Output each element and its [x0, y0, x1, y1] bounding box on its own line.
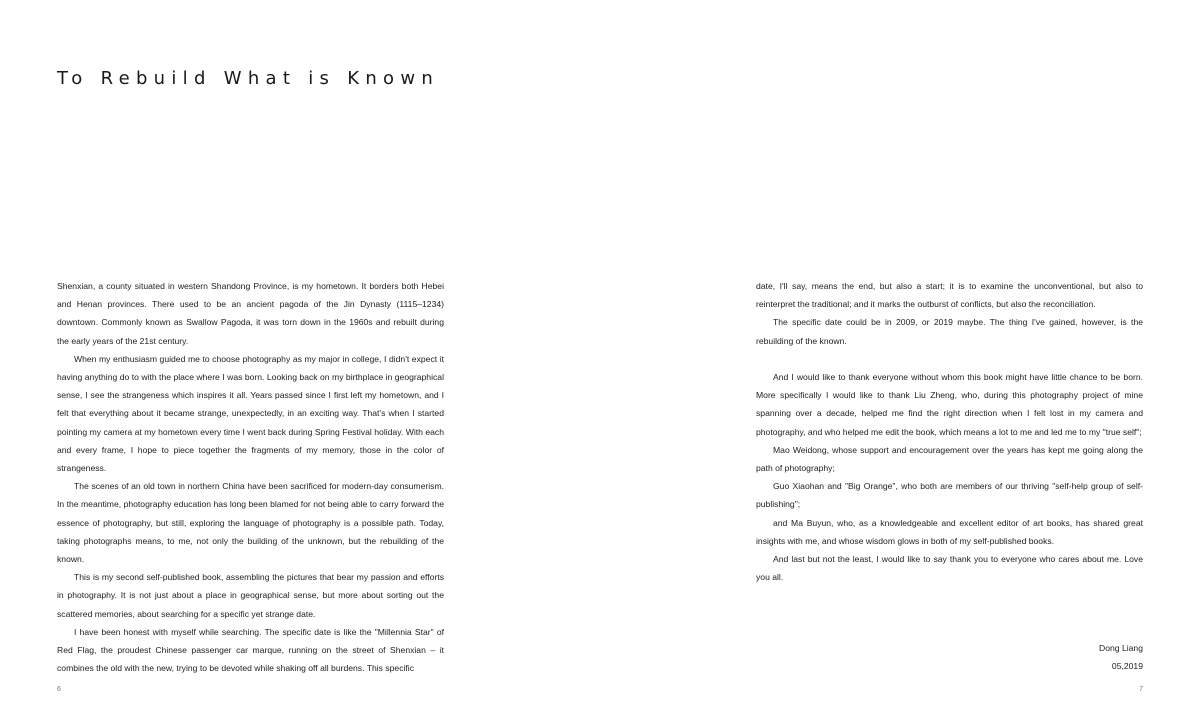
paragraph: When my enthusiasm guided me to choose photography as my major in college, I didn't expect it having anything do to with the place where I was born. Looking back on my birthplace in geographical sense, I see the strangeness which inspires it all. Years passed since I first left my hometown, and I felt that everything about it became strange, unexpectedly, in an exciting way. That's when I started pointing my camera at my hometown every time I went back during Spring Festival holiday. With each and every frame, I hope to piece together the fragments of my memory, those in the color of strangeness. [57, 353, 444, 474]
paragraph: And last but not the least, I would like to say thank you to everyone who cares about me. Love you all. [756, 554, 1143, 583]
right-body-text [756, 277, 1143, 586]
paragraph: This is my second self-published book, assembling the pictures that bear my passion and efforts in photography. It is not just about a place in geographical sense, but more about sorting out the scattered memories, about searching for a specific yet strange date. [57, 572, 444, 619]
paragraph: The specific date could be in 2009, or 2019 maybe. The thing I've gained, however, is the rebuilding of the known. [756, 317, 1143, 346]
left-body-text [57, 277, 444, 677]
paragraph-gap [756, 350, 1143, 368]
paragraph: Mao Weidong, whose support and encouragement over the years has kept me going along the path of photography; [756, 444, 1143, 474]
paragraph: And I would like to thank everyone without whom this book might have little chance to be born. More specifically I would like to thank Liu Zheng, who, during this photography project of mine spanning over a decade, helped me find the right direction when I felt lost in my camera and photography, and who helped me edit the book, which means a lot to me and led me to my "true self"; [756, 372, 1143, 437]
paragraph: Shenxian, a county situated in western Shandong Province, is my hometown. It borders both Hebei and Henan provinces. There used to be an ancient pagoda of the Jin Dynasty (1115–1234) downtown. Commonly known as Swallow Pagoda, it was torn down in the 1960s and rebuilt during the early years of the 21st century. [57, 281, 444, 346]
paragraph: I have been honest with myself while searching. The specific date is like the "Millennia Star" of Red Flag, the proudest Chinese passenger car marque, running on the street of Shenxian – it combines the old with the new, trying to be devoted while shaking off all burdens. This specific [57, 626, 444, 674]
paragraph: and Ma Buyun, who, as a knowledgeable and excellent editor of art books, has shared great insights with me, and whose wisdom glows in both of my self-published books. [756, 517, 1143, 546]
page-number-left: 6 [57, 686, 61, 693]
page-title: To Rebuild What is Known [57, 68, 440, 89]
page-number-right: 7 [1139, 686, 1143, 693]
signature-date: 05,2019 [1111, 661, 1143, 672]
signature-name: Dong Liang [1099, 643, 1143, 653]
paragraph: date, I'll say, means the end, but also a start; it is to examine the unconventional, but also to reinterpret the traditional; and it marks the outburst of conflicts, but also the reconciliation. [756, 281, 1143, 310]
signature-block [1099, 639, 1143, 675]
paragraph: Guo Xiaohan and "Big Orange", who both are members of our thriving "self-help group of self-publishing"; [756, 481, 1143, 510]
paragraph: The scenes of an old town in northern China have been sacrificed for modern-day consumerism. In the meantime, photography education has long been blamed for not being able to carry forward the essence of photography, but still, exploring the language of photography is a possible path. Today, taking photographs means, to me, not only the building of the unknown, but the rebuilding of the known. [57, 481, 444, 565]
right-page [600, 0, 1200, 728]
